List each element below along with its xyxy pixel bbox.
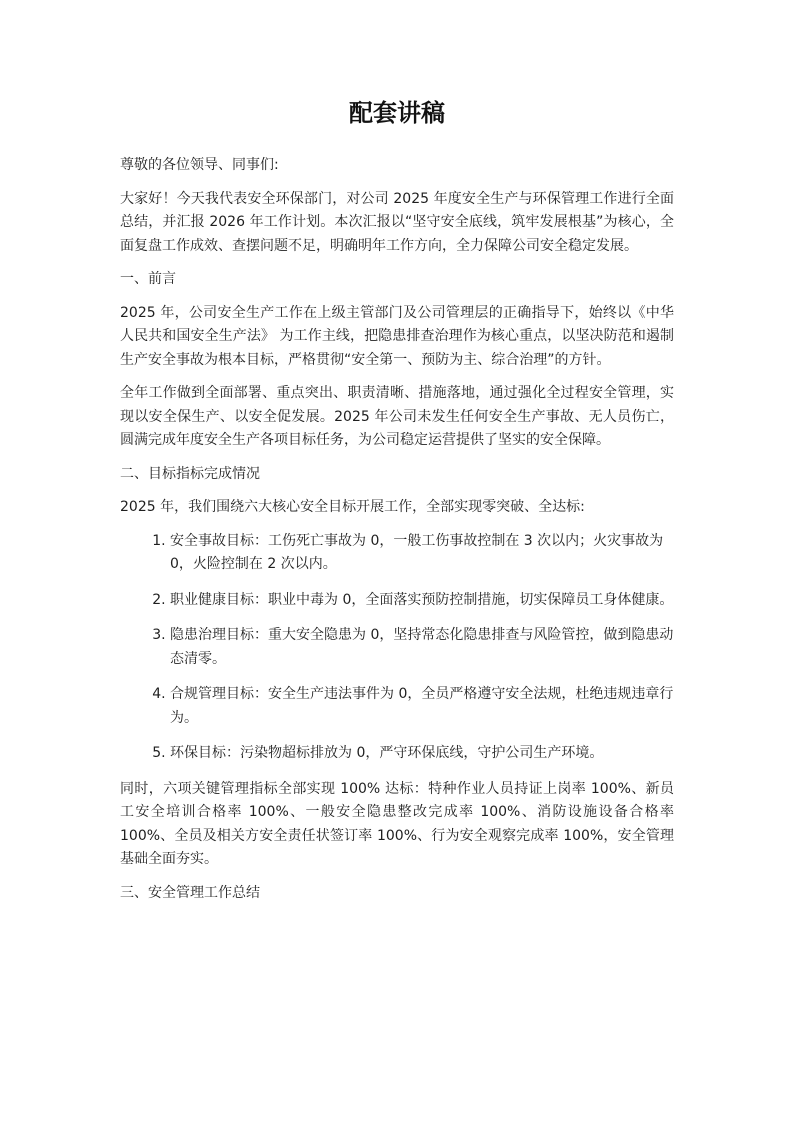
document-title: 配套讲稿	[349, 99, 445, 127]
list-item: 1. 安全事故目标：工伤死亡事故为 0，一般工伤事故控制在 3 次以内；火灾事故为 0，火险控制在 2 次以内。	[170, 530, 674, 577]
list-item: 5. 环保目标：污染物超标排放为 0，严守环保底线，守护公司生产环境。	[170, 742, 674, 766]
section-heading-preface: 一、前言	[120, 271, 176, 287]
list-item: 2. 职业健康目标：职业中毒为 0，全面落实预防控制措施，切实保障员工身体健康。	[170, 589, 674, 613]
preface-paragraph-1: 2025 年，公司安全生产工作在上级主管部门及公司管理层的正确指导下，始终以《中华人民共和国安全生产法》 为工作主线，把隐患排查治理作为核心重点，以坚决防范和遏制生产安全事故为根本目标，严格贯彻“安全第一、预防为主、综合治理”的方针。	[120, 304, 674, 368]
section-heading-targets: 二、目标指标完成情况	[120, 465, 260, 482]
targets-lead-paragraph: 2025 年，我们围绕六大核心安全目标开展工作，全部实现零突破、全达标:	[120, 499, 585, 515]
targets-summary-paragraph: 同时，六项关键管理指标全部实现 100% 达标：特种作业人员持证上岗率 100%、新员工安全培训合格率 100%、一般安全隐患整改完成率 100%、消防设施设备合格率 100%、全员及相关方安全责任状签订率 100%、行为安全观察完成率 100%，安全管理基础全面夯实。	[120, 780, 674, 867]
intro-paragraph: 大家好！今天我代表安全环保部门，对公司 2025 年度安全生产与环保管理工作进行全面总结，并汇报 2026 年工作计划。本次汇报以“坚守安全底线，筑牢发展根基”为核心，全面复盘工作成效、查摆问题不足，明确明年工作方向，全力保障公司安全稳定发展。	[120, 190, 674, 254]
targets-list	[120, 530, 674, 766]
greeting-paragraph: 尊敬的各位领导、同事们:	[120, 157, 279, 173]
preface-paragraph-2: 全年工作做到全面部署、重点突出、职责清晰、措施落地，通过强化全过程安全管理，实现以安全保生产、以安全促发展。2025 年公司未发生任何安全生产事故、无人员伤亡，圆满完成年度安全生产各项目标任务，为公司稳定运营提供了坚实的安全保障。	[120, 385, 674, 448]
section-heading-safety-summary: 三、安全管理工作总结	[120, 884, 260, 901]
list-item: 3. 隐患治理目标：重大安全隐患为 0，坚持常态化隐患排查与风险管控，做到隐患动态清零。	[170, 624, 674, 671]
list-item: 4. 合规管理目标：安全生产违法事件为 0，全员严格遵守安全法规，杜绝违规违章行为。	[170, 683, 674, 730]
